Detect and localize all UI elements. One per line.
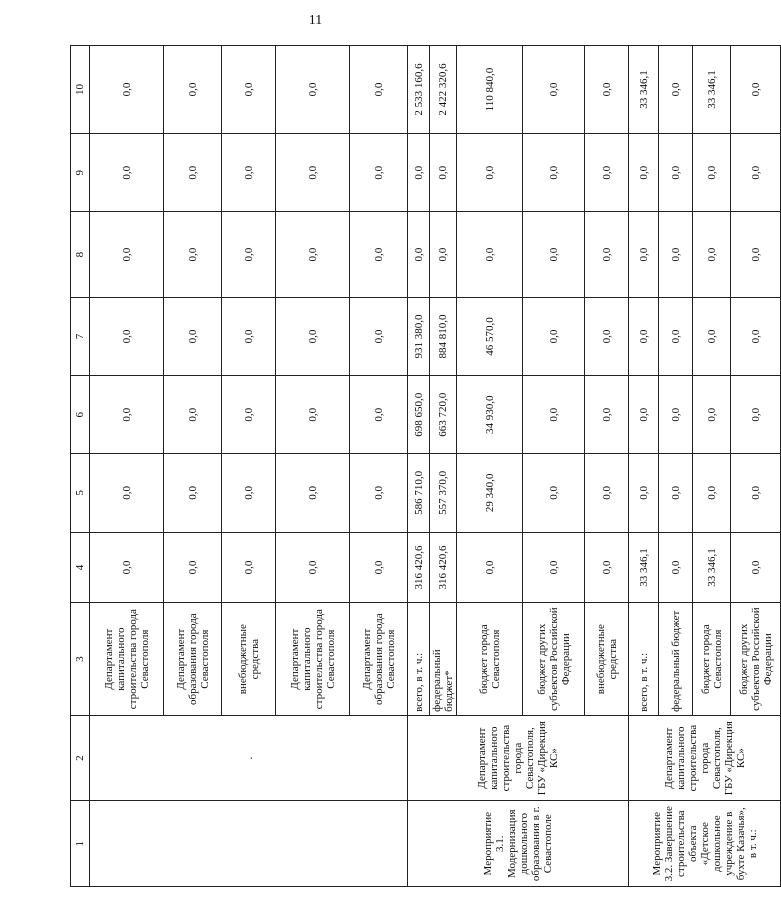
value-cell: 29 340,0 <box>457 454 523 532</box>
value-cell: 0,0 <box>523 454 585 532</box>
rotated-table-wrapper <box>70 45 774 887</box>
value-cell: 0,0 <box>222 212 276 298</box>
value-cell: 0,0 <box>457 212 523 298</box>
value-cell: 0,0 <box>659 134 693 212</box>
value-cell: 0,0 <box>659 297 693 375</box>
funding-source-cell: Департамент образования города Севастополя <box>164 603 222 715</box>
funding-source-cell: всего, в т. ч.: <box>408 603 430 715</box>
value-cell: 33 346,1 <box>629 46 659 134</box>
value-cell: 0,0 <box>90 376 164 454</box>
value-cell: 0,0 <box>659 454 693 532</box>
value-cell: 698 650,0 <box>408 376 430 454</box>
value-cell: 0,0 <box>164 212 222 298</box>
funding-source-cell: Департамент образования города Севастополя <box>350 603 408 715</box>
value-cell: 34 930,0 <box>457 376 523 454</box>
value-cell: 0,0 <box>276 212 350 298</box>
table-body <box>90 46 781 887</box>
value-cell: 0,0 <box>731 212 781 298</box>
value-cell: 0,0 <box>523 376 585 454</box>
value-cell: 0,0 <box>457 532 523 603</box>
value-cell: 0,0 <box>731 134 781 212</box>
value-cell: 0,0 <box>523 212 585 298</box>
value-cell: 0,0 <box>164 454 222 532</box>
value-cell: 0,0 <box>585 134 629 212</box>
value-cell: 316 420,6 <box>430 532 457 603</box>
value-cell: 0,0 <box>350 297 408 375</box>
value-cell: 0,0 <box>629 454 659 532</box>
value-cell: 110 840,0 <box>457 46 523 134</box>
value-cell: 0,0 <box>276 297 350 375</box>
measure-name-cell: Мероприятие 3.2. Завершение строительства объекта «Детское дошкольное учреждение в бухте Казачья», в т. ч.: <box>629 801 781 887</box>
value-cell: 0,0 <box>164 46 222 134</box>
value-cell: 0,0 <box>523 134 585 212</box>
funding-source-cell: бюджет других субъектов Российской Федерации <box>731 603 781 715</box>
value-cell: 0,0 <box>659 212 693 298</box>
value-cell: 0,0 <box>585 376 629 454</box>
funding-source-cell: федеральный бюджет* <box>430 603 457 715</box>
value-cell: 0,0 <box>731 532 781 603</box>
value-cell: 0,0 <box>276 454 350 532</box>
page-number: 11 <box>308 13 323 28</box>
value-cell: 0,0 <box>585 532 629 603</box>
value-cell: 316 420,6 <box>408 532 430 603</box>
header-col-6: 6 <box>71 376 90 454</box>
value-cell: 2 533 160,6 <box>408 46 430 134</box>
value-cell: 0,0 <box>222 134 276 212</box>
value-cell: 0,0 <box>693 134 731 212</box>
value-cell: 0,0 <box>164 376 222 454</box>
header-row <box>71 46 90 887</box>
funding-source-cell: бюджет города Севастополя <box>457 603 523 715</box>
continued-measure-cell <box>90 801 408 887</box>
header-col-1: 1 <box>71 801 90 887</box>
executor-cell: Департамент капитального строительства города Севастополя, ГБУ «Дирекция КС» <box>629 715 781 801</box>
value-cell: 0,0 <box>222 376 276 454</box>
header-col-4: 4 <box>71 532 90 603</box>
budget-table <box>70 45 781 887</box>
value-cell: 0,0 <box>276 46 350 134</box>
value-cell: 0,0 <box>629 297 659 375</box>
value-cell: 0,0 <box>350 212 408 298</box>
funding-source-cell: бюджет других субъектов Российской Федерации <box>523 603 585 715</box>
executor-cell: Департамент капитального строительства города Севастополя, ГБУ «Дирекция КС» <box>408 715 629 801</box>
value-cell: 0,0 <box>222 46 276 134</box>
value-cell: 663 720,0 <box>430 376 457 454</box>
funding-source-cell: бюджет города Севастополя <box>693 603 731 715</box>
header-col-7: 7 <box>71 297 90 375</box>
header-col-3: 3 <box>71 603 90 715</box>
funding-source-cell: внебюджетные средства <box>585 603 629 715</box>
table-row <box>629 46 659 887</box>
value-cell: 0,0 <box>731 454 781 532</box>
value-cell: 586 710,0 <box>408 454 430 532</box>
value-cell: 0,0 <box>276 134 350 212</box>
value-cell: 0,0 <box>585 297 629 375</box>
value-cell: 0,0 <box>523 46 585 134</box>
header-col-5: 5 <box>71 454 90 532</box>
value-cell: 0,0 <box>731 376 781 454</box>
value-cell: 0,0 <box>629 212 659 298</box>
measure-name-cell: Мероприятие 3.1. Модернизация дошкольного образования в г. Севастополе <box>408 801 629 887</box>
value-cell: 0,0 <box>90 454 164 532</box>
table-row <box>408 46 430 887</box>
value-cell: 0,0 <box>90 532 164 603</box>
value-cell: 0,0 <box>693 297 731 375</box>
header-col-2: 2 <box>71 715 90 801</box>
value-cell: 0,0 <box>350 532 408 603</box>
value-cell: 0,0 <box>276 376 350 454</box>
value-cell: 0,0 <box>90 297 164 375</box>
value-cell: 0,0 <box>222 454 276 532</box>
value-cell: 0,0 <box>350 46 408 134</box>
table-row <box>90 46 164 887</box>
value-cell: 0,0 <box>523 532 585 603</box>
header-col-9: 9 <box>71 134 90 212</box>
value-cell: 0,0 <box>659 46 693 134</box>
value-cell: 884 810,0 <box>430 297 457 375</box>
value-cell: 0,0 <box>731 46 781 134</box>
value-cell: 0,0 <box>585 454 629 532</box>
value-cell: 0,0 <box>430 134 457 212</box>
value-cell: 0,0 <box>90 212 164 298</box>
value-cell: 33 346,1 <box>693 532 731 603</box>
value-cell: 0,0 <box>629 134 659 212</box>
continued-executor-cell <box>90 715 408 801</box>
value-cell: 0,0 <box>276 532 350 603</box>
value-cell: 0,0 <box>693 376 731 454</box>
value-cell: 2 422 320,6 <box>430 46 457 134</box>
value-cell: 0,0 <box>222 532 276 603</box>
header-col-10: 10 <box>71 46 90 134</box>
value-cell: 557 370,0 <box>430 454 457 532</box>
funding-source-cell: Департамент капитального строительства города Севастополя <box>90 603 164 715</box>
value-cell: 0,0 <box>222 297 276 375</box>
value-cell: 0,0 <box>350 454 408 532</box>
value-cell: 0,0 <box>585 46 629 134</box>
value-cell: 0,0 <box>585 212 629 298</box>
value-cell: 931 380,0 <box>408 297 430 375</box>
value-cell: 0,0 <box>90 46 164 134</box>
value-cell: 33 346,1 <box>693 46 731 134</box>
value-cell: 0,0 <box>731 297 781 375</box>
value-cell: 0,0 <box>693 454 731 532</box>
value-cell: 0,0 <box>350 134 408 212</box>
value-cell: 0,0 <box>523 297 585 375</box>
value-cell: 46 570,0 <box>457 297 523 375</box>
value-cell: 0,0 <box>457 134 523 212</box>
funding-source-cell: федеральный бюджет <box>659 603 693 715</box>
value-cell: 0,0 <box>408 212 430 298</box>
value-cell: 0,0 <box>90 134 164 212</box>
continuation-mark: . <box>242 756 255 760</box>
value-cell: 33 346,1 <box>629 532 659 603</box>
funding-source-cell: всего, в т. ч.: <box>629 603 659 715</box>
value-cell: 0,0 <box>693 212 731 298</box>
value-cell: 0,0 <box>629 376 659 454</box>
value-cell: 0,0 <box>659 376 693 454</box>
value-cell: 0,0 <box>164 297 222 375</box>
funding-source-cell: Департамент капитального строительства города Севастополя <box>276 603 350 715</box>
value-cell: 0,0 <box>350 376 408 454</box>
value-cell: 0,0 <box>430 212 457 298</box>
header-col-8: 8 <box>71 212 90 298</box>
value-cell: 0,0 <box>164 134 222 212</box>
value-cell: 0,0 <box>408 134 430 212</box>
funding-source-cell: внебюджетные средства <box>222 603 276 715</box>
value-cell: 0,0 <box>164 532 222 603</box>
value-cell: 0,0 <box>659 532 693 603</box>
